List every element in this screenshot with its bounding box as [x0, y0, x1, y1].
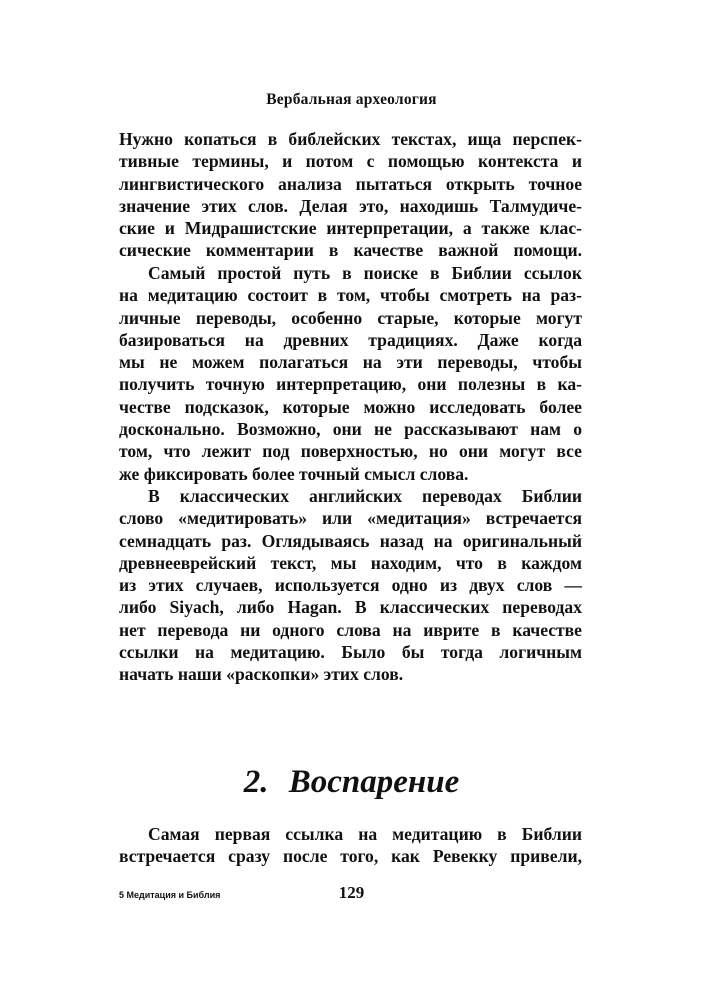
text-line: ские и Мидрашистские интерпретации, а также клас- [119, 218, 582, 239]
paragraph-2 [119, 262, 582, 485]
text-line: мы не можем полагаться на эти переводы, чтобы [119, 352, 582, 373]
text-line: же фиксировать более точный смысл слова. [119, 463, 469, 484]
text-line: получить точную интерпретацию, они полезны в ка- [119, 374, 582, 395]
text-line: либо Siyach, либо Hagan. В классических переводах [119, 597, 582, 618]
text-line: на медитацию состоит в том, чтобы смотреть на раз- [119, 285, 582, 306]
text-line: честве подсказок, которые можно исследовать более [119, 396, 582, 417]
text-line: нет перевода ни одного слова на иврите в качестве [119, 619, 582, 640]
text-line: Самая первая ссылка на медитацию в Библии [148, 824, 582, 844]
text-line: личные переводы, особенно старые, которые могут [119, 307, 582, 328]
paragraph-1 [119, 128, 582, 262]
text-line: древнееврейский текст, мы находим, что в каждом [119, 552, 582, 573]
running-head: Вербальная археология [266, 91, 437, 108]
text-line: лингвистического анализа пытаться открыть точное [119, 173, 582, 194]
chapter-heading: 2. Воспарение [243, 764, 460, 800]
text-line: сические комментарии в качестве важной помощи. [119, 240, 582, 261]
text-line: том, что лежит под поверхностью, но они могут все [119, 441, 582, 462]
paragraph-3 [119, 485, 582, 686]
text-line: из этих случаев, используется одно из двух слов — [119, 575, 582, 596]
chapter-paragraph [119, 823, 582, 868]
text-line: значение этих слов. Делая это, находишь Талмудиче- [119, 195, 582, 216]
signature-mark: 5 Медитация и Библия [119, 890, 221, 900]
text-line: слово «медитировать» или «медитация» встречается [119, 508, 582, 529]
text-line: Нужно копаться в библейских текстах, ища перспек- [119, 129, 582, 149]
text-line: В классических английских переводах Библии [148, 486, 582, 506]
text-line: встречается сразу после того, как Ревекку привели, [119, 846, 582, 867]
text-line: тивные термины, и потом с помощью контекста и [119, 151, 582, 172]
text-line: начать наши «раскопки» этих слов. [119, 664, 404, 685]
text-line: семнадцать раз. Оглядываясь назад на оригинальный [119, 530, 582, 551]
text-line: досконально. Возможно, они не рассказывают нам о [119, 419, 582, 440]
text-line: ссылки на медитацию. Было бы тогда логичным [119, 642, 582, 663]
page-number: 129 [338, 883, 365, 902]
text-line: Самый простой путь в поиске в Библии ссылок [148, 263, 582, 283]
text-line: базироваться на древних традициях. Даже когда [119, 329, 582, 350]
